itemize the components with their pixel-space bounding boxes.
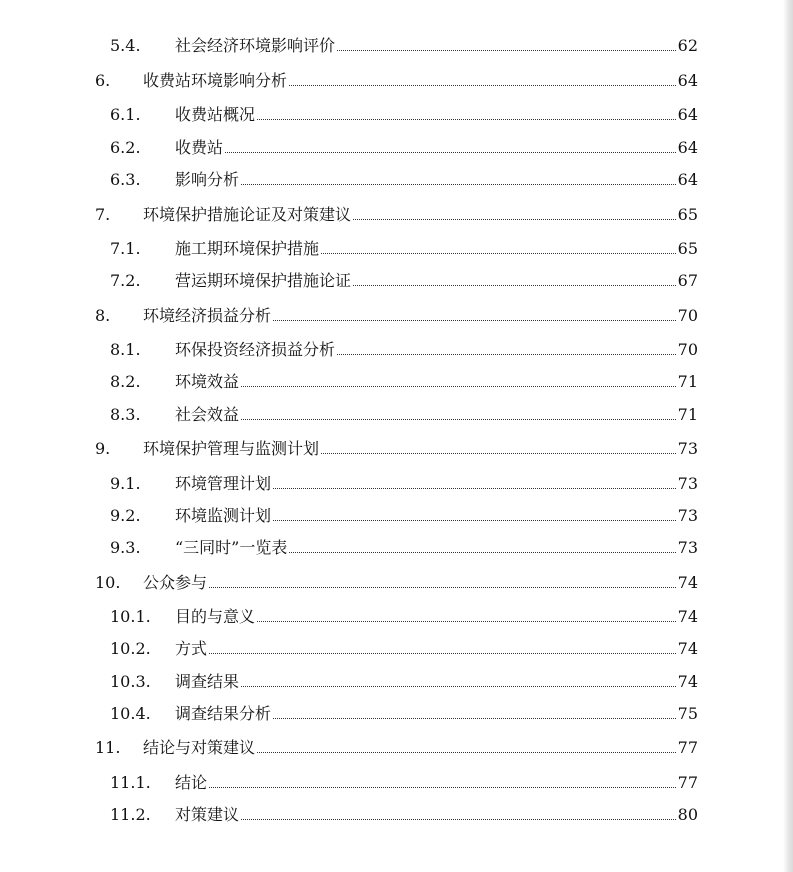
section-title: 环境保护措施论证及对策建议 (143, 205, 352, 224)
toc-entry[interactable] (0, 438, 793, 460)
section-number: 6.2. (110, 138, 141, 157)
toc-entry[interactable] (0, 35, 793, 57)
dot-leader (273, 703, 676, 719)
page-number: 64 (677, 105, 698, 124)
toc-entry[interactable] (0, 572, 793, 594)
section-title: 环境监测计划 (175, 506, 272, 525)
section-title: 调查结果 (175, 672, 240, 691)
page-number: 77 (677, 738, 698, 757)
dot-leader (257, 104, 676, 120)
section-title: 公众参与 (143, 573, 208, 592)
toc-entry[interactable] (0, 737, 793, 759)
section-number: 10.2. (110, 639, 151, 658)
section-title: 结论 (175, 773, 208, 792)
page-number: 64 (677, 170, 698, 189)
toc-entry[interactable] (0, 772, 793, 794)
dot-leader (273, 473, 676, 489)
section-number: 8.3. (110, 405, 141, 424)
section-number: 8. (95, 306, 111, 325)
section-number: 8.1. (110, 340, 141, 359)
section-title: 影响分析 (175, 170, 240, 189)
toc-entry[interactable] (0, 371, 793, 393)
section-number: 9.3. (110, 538, 141, 557)
section-title: 调查结果分析 (175, 704, 272, 723)
toc-entry[interactable] (0, 305, 793, 327)
dot-leader (289, 70, 676, 86)
dot-leader (241, 371, 676, 387)
section-number: 5.4. (110, 36, 141, 55)
toc-entry[interactable] (0, 169, 793, 191)
page-number: 80 (677, 805, 698, 824)
section-number: 9.1. (110, 474, 141, 493)
section-number: 11.1. (110, 773, 151, 792)
page-number: 64 (677, 71, 698, 90)
section-number: 10.3. (110, 672, 151, 691)
page-number: 71 (677, 405, 698, 424)
dot-leader (337, 339, 676, 355)
page-number: 67 (677, 271, 698, 290)
section-number: 11. (95, 738, 121, 757)
dot-leader (353, 270, 676, 286)
section-number: 6.1. (110, 105, 141, 124)
page-number: 73 (677, 506, 698, 525)
page-number: 74 (677, 639, 698, 658)
section-title: 方式 (175, 639, 208, 658)
page-number: 65 (677, 239, 698, 258)
dot-leader (241, 804, 676, 820)
section-title: 社会效益 (175, 405, 240, 424)
page-number: 71 (677, 372, 698, 391)
toc-entry[interactable] (0, 270, 793, 292)
section-title: 环保投资经济损益分析 (175, 340, 336, 359)
section-number: 6.3. (110, 170, 141, 189)
page-number: 74 (677, 607, 698, 626)
dot-leader (241, 671, 676, 687)
dot-leader (225, 137, 676, 153)
section-title: 环境效益 (175, 372, 240, 391)
section-number: 8.2. (110, 372, 141, 391)
dot-leader (353, 204, 676, 220)
toc-entry[interactable] (0, 70, 793, 92)
toc-entry[interactable] (0, 537, 793, 559)
toc-entry[interactable] (0, 339, 793, 361)
section-number: 7.1. (110, 239, 141, 258)
dot-leader (321, 238, 676, 254)
toc-entry[interactable] (0, 804, 793, 826)
page-number: 77 (677, 773, 698, 792)
section-number: 10.4. (110, 704, 151, 723)
page-number: 74 (677, 672, 698, 691)
page-number: 70 (677, 306, 698, 325)
page-number: 74 (677, 573, 698, 592)
section-number: 11.2. (110, 805, 151, 824)
page-number: 64 (677, 138, 698, 157)
toc-entry[interactable] (0, 204, 793, 226)
dot-leader (257, 606, 676, 622)
page-number: 70 (677, 340, 698, 359)
section-number: 6. (95, 71, 111, 90)
dot-leader (209, 638, 676, 654)
section-number: 10. (95, 573, 121, 592)
section-title: “三同时”一览表 (175, 538, 288, 557)
section-title: 收费站概况 (175, 105, 256, 124)
dot-leader (321, 438, 676, 454)
section-number: 7.2. (110, 271, 141, 290)
page-number: 73 (677, 538, 698, 557)
section-title: 环境经济损益分析 (143, 306, 272, 325)
section-title: 营运期环境保护措施论证 (175, 271, 352, 290)
page-number: 73 (677, 474, 698, 493)
section-title: 结论与对策建议 (143, 738, 256, 757)
section-title: 收费站 (175, 138, 224, 157)
section-title: 收费站环境影响分析 (143, 71, 288, 90)
toc-entry[interactable] (0, 638, 793, 660)
toc-entry[interactable] (0, 703, 793, 725)
dot-leader (209, 772, 676, 788)
section-title: 对策建议 (175, 805, 240, 824)
dot-leader (241, 404, 676, 420)
page-number: 65 (677, 205, 698, 224)
section-number: 9. (95, 439, 111, 458)
toc-entry[interactable] (0, 137, 793, 159)
toc-entry[interactable] (0, 505, 793, 527)
toc-entry[interactable] (0, 671, 793, 693)
section-title: 施工期环境保护措施 (175, 239, 320, 258)
toc-entry[interactable] (0, 104, 793, 126)
dot-leader (273, 505, 676, 521)
section-title: 目的与意义 (175, 607, 256, 626)
section-number: 7. (95, 205, 111, 224)
page-number: 75 (677, 704, 698, 723)
dot-leader (289, 537, 675, 553)
section-title: 环境保护管理与监测计划 (143, 439, 320, 458)
toc-entry[interactable] (0, 238, 793, 260)
toc-entry[interactable] (0, 404, 793, 426)
section-number: 9.2. (110, 506, 141, 525)
page-edge-shadow (783, 0, 793, 872)
section-title: 环境管理计划 (175, 474, 272, 493)
section-title: 社会经济环境影响评价 (175, 36, 336, 55)
dot-leader (337, 35, 676, 51)
section-number: 10.1. (110, 607, 151, 626)
dot-leader (273, 305, 676, 321)
toc-entry[interactable] (0, 606, 793, 628)
toc-entry[interactable] (0, 473, 793, 495)
dot-leader (241, 169, 676, 185)
page-number: 73 (677, 439, 698, 458)
dot-leader (257, 737, 676, 753)
dot-leader (209, 572, 676, 588)
page-number: 62 (677, 36, 698, 55)
